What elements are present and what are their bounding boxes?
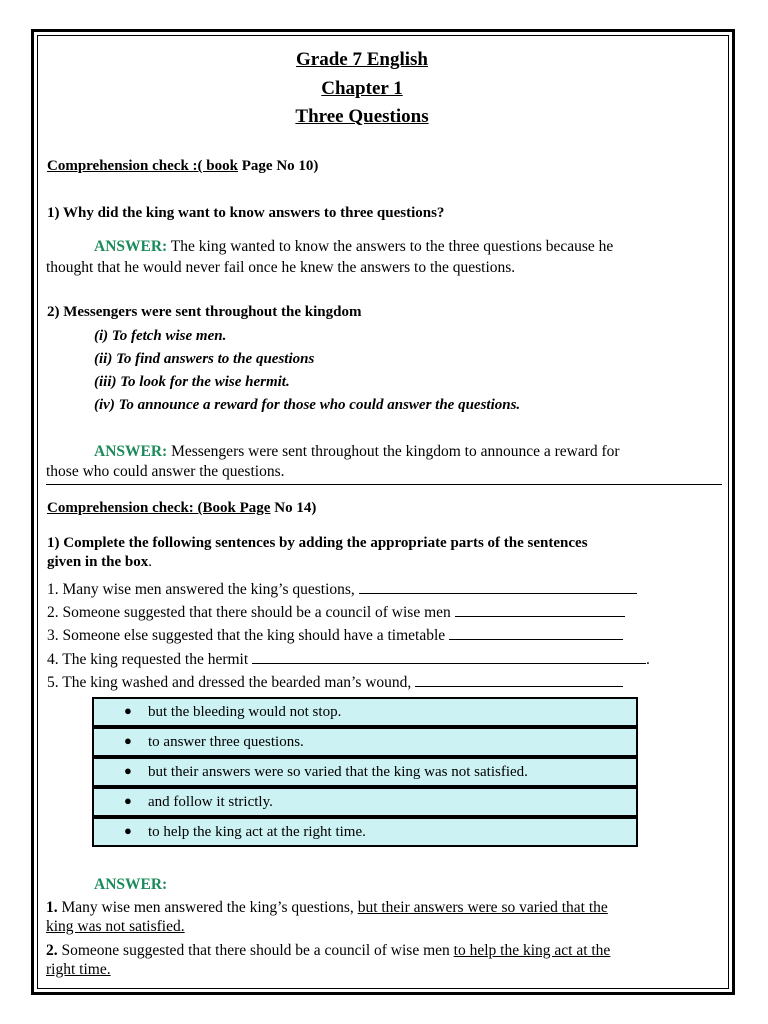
section2-answer-label: ANSWER: xyxy=(94,876,168,893)
bullet-icon: ● xyxy=(124,763,132,778)
section1-answer-2-line1: ANSWER: Messengers were sent throughout the kingdom to announce a reward for xyxy=(94,443,620,460)
answer-1-line2: king was not satisfied. xyxy=(46,918,185,935)
question2-option-iii: (iii) To look for the wise hermit. xyxy=(94,374,290,390)
section2-question-1-line2: given in the box. xyxy=(47,554,153,570)
answer-2-line2: right time. xyxy=(46,961,111,978)
section1-question-1: 1) Why did the king want to know answers to three questions? xyxy=(47,205,445,221)
question2-option-i: (i) To fetch wise men. xyxy=(94,328,227,344)
section1-heading: Comprehension check :( book Page No 10) xyxy=(47,158,319,174)
answer-2-line1: 2. Someone suggested that there should be a council of wise men to help the king act at the xyxy=(46,942,611,959)
blank-line xyxy=(455,603,625,617)
section1-answer-1-line2: thought that he would never fail once he knew the answers to the questions. xyxy=(46,259,516,276)
question2-option-iv: (iv) To announce a reward for those who could answer the questions. xyxy=(94,397,521,413)
section2-question-1-line1: 1) Complete the following sentences by adding the appropriate parts of the sentences xyxy=(47,535,588,551)
option-box-item: ● but the bleeding would not stop. xyxy=(92,697,638,727)
section2-heading: Comprehension check: (Book Page No 14) xyxy=(47,500,317,516)
section1-answer-1-line1: ANSWER: The king wanted to know the answers to the three questions because he xyxy=(94,238,614,255)
worksheet-title-grade: Grade 7 English xyxy=(296,49,428,70)
section1-question-2: 2) Messengers were sent throughout the kingdom xyxy=(47,304,362,320)
bullet-icon: ● xyxy=(124,733,132,748)
answer-1-line1: 1. Many wise men answered the king’s questions, but their answers were so varied that the xyxy=(46,899,608,916)
option-box-item: ● and follow it strictly. xyxy=(92,787,638,817)
option-box-item: ● to help the king act at the right time. xyxy=(92,817,638,847)
fill-sentence-3: 3. Someone else suggested that the king should have a timetable xyxy=(47,626,623,645)
bullet-icon: ● xyxy=(124,703,132,718)
blank-line xyxy=(415,673,623,687)
section-divider xyxy=(46,484,722,485)
fill-sentence-2: 2. Someone suggested that there should be a council of wise men xyxy=(47,603,625,622)
bullet-icon: ● xyxy=(124,793,132,808)
option-box-item: ● but their answers were so varied that the king was not satisfied. xyxy=(92,757,638,787)
blank-line xyxy=(449,626,623,640)
fill-sentence-4: 4. The king requested the hermit . xyxy=(47,651,650,668)
question2-option-ii: (ii) To find answers to the questions xyxy=(94,351,315,367)
blank-line xyxy=(359,580,637,594)
section1-answer-2-line2: those who could answer the questions. xyxy=(46,463,285,480)
option-box-item: ● to answer three questions. xyxy=(92,727,638,757)
worksheet-title-chapter: Chapter 1 xyxy=(321,78,403,99)
worksheet-title-story: Three Questions xyxy=(295,106,429,127)
blank-line xyxy=(252,650,646,664)
fill-sentence-5: 5. The king washed and dressed the bearded man’s wound, xyxy=(47,673,623,692)
fill-sentence-1: 1. Many wise men answered the king’s questions, xyxy=(47,580,637,599)
bullet-icon: ● xyxy=(124,823,132,838)
